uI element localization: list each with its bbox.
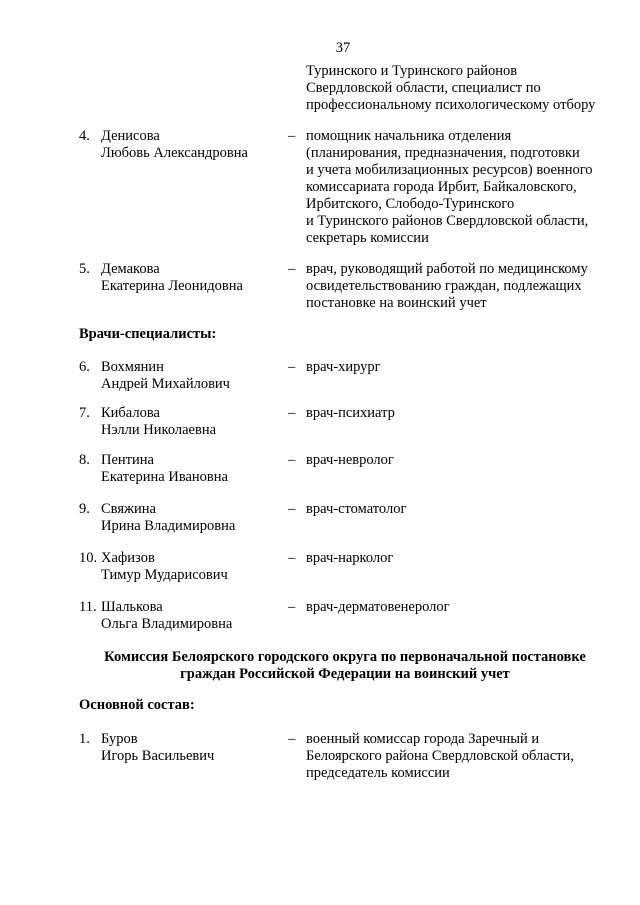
commission-title-line: граждан Российской Федерации на воинский учет xyxy=(180,666,510,682)
role-line: Ирбитского, Слободо-Туринского xyxy=(306,196,515,212)
dash-separator: – xyxy=(288,452,296,468)
member-surname: Демакова xyxy=(101,261,160,277)
dash-separator: – xyxy=(288,501,296,517)
role-line: Белоярского района Свердловской области, xyxy=(306,748,574,764)
member-number: 1. xyxy=(79,731,90,747)
role-line: и учета мобилизационных ресурсов) военного xyxy=(306,162,593,178)
role-line: врач-хирург xyxy=(306,359,381,375)
member-number: 10. xyxy=(79,550,98,566)
role-line: врач-психиатр xyxy=(306,405,395,421)
member-number: 11. xyxy=(79,599,97,615)
member-surname: Свяжина xyxy=(101,501,156,517)
dash-separator: – xyxy=(288,550,296,566)
dash-separator: – xyxy=(288,261,296,277)
role-line: постановке на воинский учет xyxy=(306,295,487,311)
member-number: 6. xyxy=(79,359,90,375)
role-line: врач, руководящий работой по медицинскому xyxy=(306,261,588,277)
member-given-names: Екатерина Леонидовна xyxy=(101,278,243,294)
member-surname: Денисова xyxy=(101,128,160,144)
dash-separator: – xyxy=(288,599,296,615)
role-line: председатель комиссии xyxy=(306,765,450,781)
member-given-names: Ирина Владимировна xyxy=(101,518,236,534)
member-surname: Шалькова xyxy=(101,599,163,615)
member-surname: Пентина xyxy=(101,452,154,468)
role-line: Туринского и Туринского районов xyxy=(306,63,518,79)
commission-title-line: Комиссия Белоярского городского округа по первоначальной постановке xyxy=(104,649,586,665)
member-number: 5. xyxy=(79,261,90,277)
member-given-names: Андрей Михайлович xyxy=(101,376,230,392)
role-line: врач-дерматовенеролог xyxy=(306,599,450,615)
role-line: профессиональному психологическому отбору xyxy=(306,97,596,113)
member-surname: Вохмянин xyxy=(101,359,164,375)
role-line: комиссариата города Ирбит, Байкаловского, xyxy=(306,179,577,195)
member-given-names: Любовь Александровна xyxy=(101,145,248,161)
role-line: помощник начальника отделения xyxy=(306,128,512,144)
member-given-names: Екатерина Ивановна xyxy=(101,469,228,485)
section-heading: Основной состав: xyxy=(79,697,195,713)
member-given-names: Тимур Мударисович xyxy=(101,567,228,583)
member-surname: Буров xyxy=(101,731,138,747)
role-line: освидетельствованию граждан, подлежащих xyxy=(306,278,582,294)
role-line: Свердловской области, специалист по xyxy=(306,80,541,96)
role-line: и Туринского районов Свердловской области, xyxy=(306,213,589,229)
role-line: врач-нарколог xyxy=(306,550,394,566)
dash-separator: – xyxy=(288,405,296,421)
role-line: (планирования, предназначения, подготовки xyxy=(306,145,580,161)
member-number: 9. xyxy=(79,501,90,517)
member-number: 7. xyxy=(79,405,90,421)
member-given-names: Нэлли Николаевна xyxy=(101,422,217,438)
member-surname: Кибалова xyxy=(101,405,160,421)
page-number: 37 xyxy=(335,40,351,56)
member-number: 4. xyxy=(79,128,90,144)
role-line: секретарь комиссии xyxy=(306,230,429,246)
member-given-names: Игорь Васильевич xyxy=(101,748,215,764)
role-line: врач-стоматолог xyxy=(306,501,407,517)
role-line: военный комиссар города Заречный и xyxy=(306,731,540,747)
member-given-names: Ольга Владимировна xyxy=(101,616,233,632)
member-surname: Хафизов xyxy=(101,550,155,566)
dash-separator: – xyxy=(288,731,296,747)
dash-separator: – xyxy=(288,128,296,144)
role-line: врач-невролог xyxy=(306,452,394,468)
member-number: 8. xyxy=(79,452,90,468)
dash-separator: – xyxy=(288,359,296,375)
section-heading: Врачи-специалисты: xyxy=(79,326,217,342)
